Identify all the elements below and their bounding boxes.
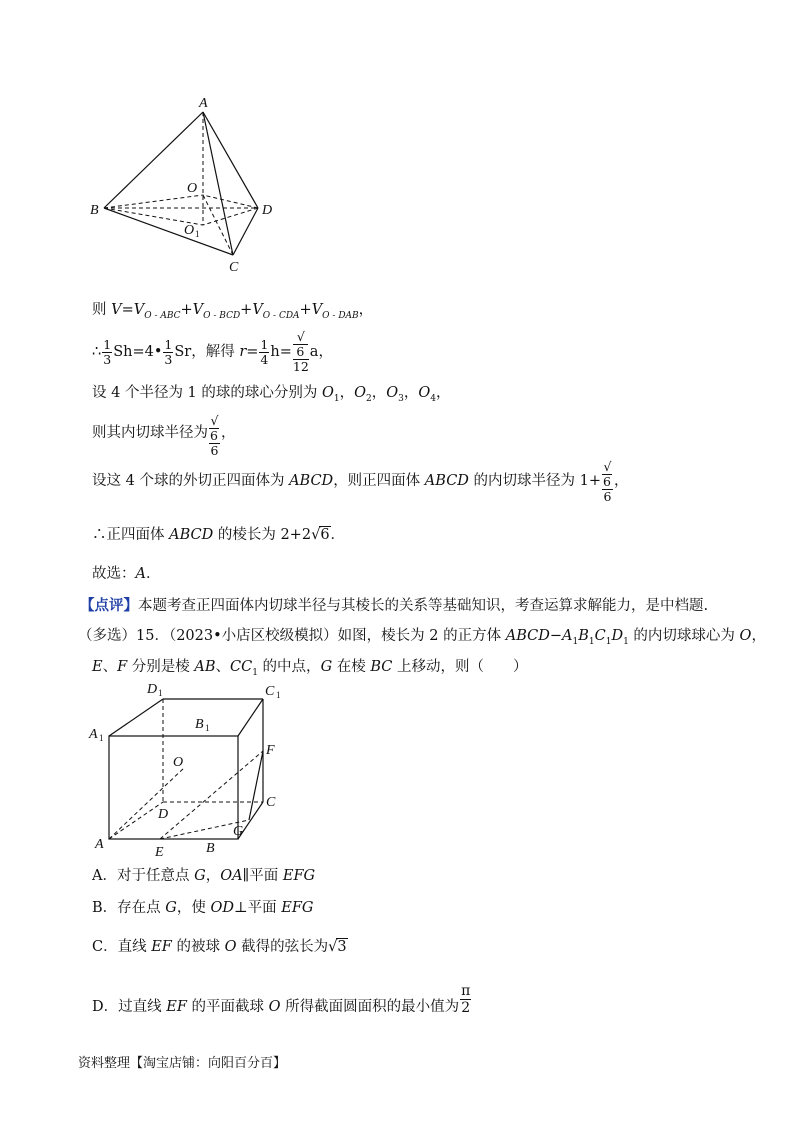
cube-label-D1-sub: 1 — [158, 688, 163, 698]
label-B: B — [90, 203, 99, 218]
option-A[interactable]: A．对于任意点 G，OA∥平面 EFG — [92, 868, 316, 884]
footer-source: 资料整理【淘宝店铺：向阳百分百】 — [78, 1056, 287, 1071]
label-O1-sub: 1 — [195, 229, 200, 239]
option-D[interactable]: D．过直线 EF 的平面截球 O 所得截面圆面积的最小值为 $\frac{\pi}{2}$ — [92, 983, 471, 1016]
cube-label-A: A — [95, 837, 104, 852]
radius-derivation: ∴ $\frac{1}{3}$ Sh=4• $\frac{1}{3}$ Sr，解得 r= $\frac{1}{4}$ h= √ 6 12 a， — [92, 329, 333, 374]
cube-label-C: C — [266, 795, 276, 810]
cube-label-C1-sub: 1 — [276, 690, 281, 700]
label-C: C — [229, 260, 239, 275]
cube-label-G: G — [233, 824, 244, 839]
cube-label-E: E — [155, 845, 164, 860]
cube-label-B: B — [206, 841, 215, 856]
cube-label-C1: C — [265, 684, 275, 699]
review-line: 【点评】本题考查正四面体内切球半径与其棱长的关系等基础知识，考查运算求解能力，是中档题. — [80, 597, 709, 614]
label-O: O — [187, 181, 198, 196]
volume-equation: 则 $V=V_{O - ABC}+V_{O - BCD}+V_{O - CDA}+V_{O - DAB}$， — [92, 302, 374, 321]
outer-tetrahedron-line: 设这 4 个球的外切正四面体为 ABCD，则正四面体 ABCD 的内切球半径为 1+ √ 6 6 ， — [92, 459, 629, 504]
question-15-stem-2: E、F 分别是棱 AB、$CC_1$ 的中点，G 在棱 BC 上移动，则（ ） — [92, 659, 528, 678]
label-A: A — [199, 96, 208, 111]
cube-label-O: O — [173, 755, 184, 770]
tetrahedron-figure — [80, 90, 300, 280]
label-O1: O — [184, 223, 195, 238]
cube-figure — [85, 680, 300, 860]
inscribed-radius-line: 则其内切球半径为 √ 6 6 ， — [92, 413, 236, 458]
cube-label-D: D — [158, 807, 169, 822]
cube-label-A1-sub: 1 — [99, 733, 104, 743]
question-15-stem: （多选）15．（2023•小店区校级模拟）如图，棱长为 2 的正方体 $ABCD-A_1B_1C_1D_1$ 的内切球球心为 O， — [78, 628, 766, 647]
cube-label-B1-sub: 1 — [205, 723, 210, 733]
cube-label-F: F — [266, 743, 275, 758]
sphere-centers-line: 设 4 个半径为 1 的球的球心分别为 $O_1$，$O_2$，$O_3$，$O_4$， — [92, 385, 451, 404]
option-B[interactable]: B．存在点 G，使 OD⊥平面 EFG — [92, 900, 314, 916]
option-C[interactable]: C．直线 EF 的被球 O 截得的弦长为√3 — [92, 939, 347, 955]
edge-length-line: ∴正四面体 ABCD 的棱长为 2+2√6． — [92, 527, 346, 543]
review-tag: 【点评】 — [80, 597, 138, 614]
cube-label-D1: D — [147, 682, 158, 697]
answer-line: 故选：A． — [92, 566, 161, 582]
cube-label-A1: A — [89, 727, 98, 742]
label-D: D — [262, 203, 273, 218]
cube-label-B1: B — [195, 717, 204, 732]
